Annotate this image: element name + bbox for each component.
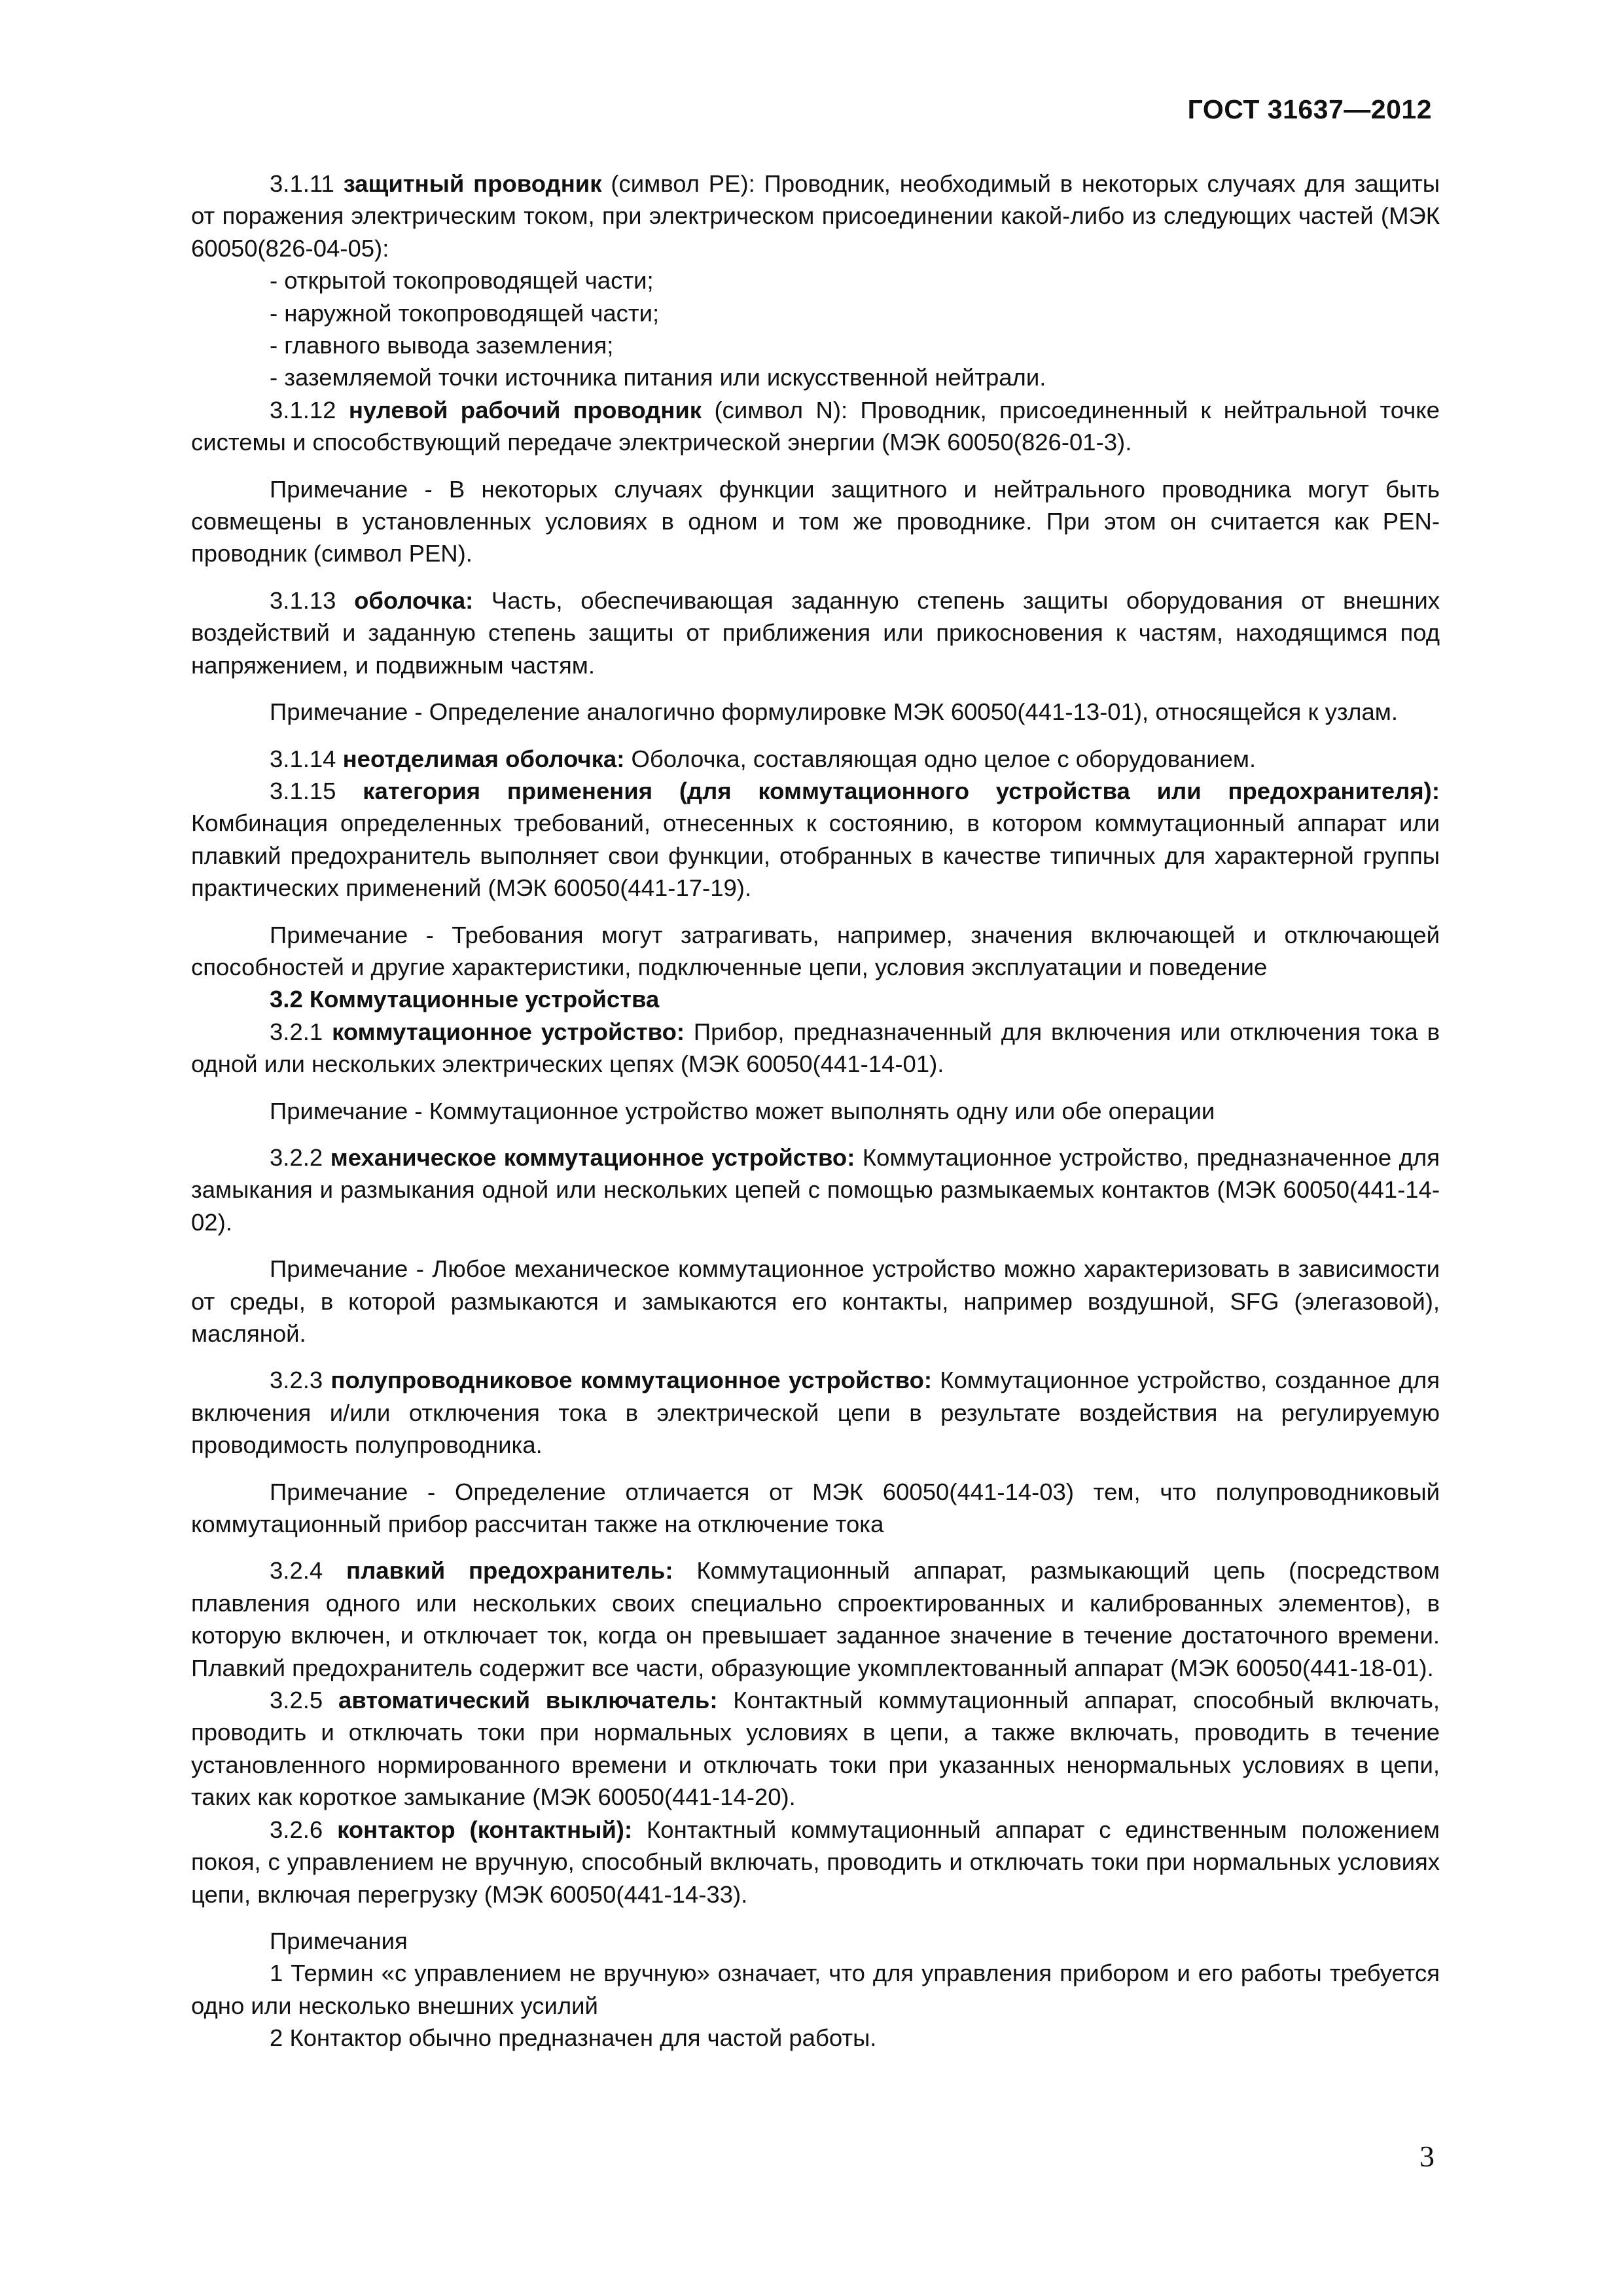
list-item: - наружной токопроводящей части; — [270, 299, 660, 327]
list-item: - открытой токопроводящей части; — [270, 267, 654, 295]
list-item: - главного вывода заземления; — [270, 332, 614, 359]
definition-3-2-5: 3.2.5 автоматический выключатель: Контактный коммутационный аппарат, способный включать, проводить и отключать токи при нормальных условиях в цепи, а также включать, проводить в течение установленного нормированного времени и отключать токи при указанных ненормальных условиях в цепи, таких как короткое замыкание (МЭК 60050(441-14-20). — [191, 1687, 1440, 1811]
term: коммутационное устройство: — [332, 1018, 685, 1045]
term: оболочка: — [354, 586, 474, 614]
note: Примечание - Требования могут затрагивать, например, значения включающей и отключающей способностей и другие характеристики, подключенные цепи, условия эксплуатации и поведение — [191, 921, 1440, 980]
note: Примечание - В некоторых случаях функции защитного и нейтрального проводника могут быть совмещены в установленных условиях в одном и том же проводнике. При этом он считается как PEN-проводник (символ PEN). — [191, 475, 1440, 567]
standard-header: ГОСТ 31637—2012 — [1187, 94, 1432, 124]
term: неотделимая оболочка: — [342, 745, 625, 772]
definition-3-2-6: 3.2.6 контактор (контактный): Контактный коммутационный аппарат с единственным положением покоя, с управлением не вручную, способный включать, проводить и отключать токи при нормальных условиях цепи, включая перегрузку (МЭК 60050(441-14-33). — [191, 1816, 1440, 1908]
term: плавкий предохранитель: — [346, 1557, 673, 1585]
definition-3-1-13: 3.1.13 оболочка: Часть, обеспечивающая заданную степень защиты оборудования от внешних воздействий и заданную степень защиты от приближения или прикосновения к частям, находящимся под напряжением, и подвижным частям. — [191, 586, 1440, 679]
term: автоматический выключатель: — [338, 1687, 718, 1714]
term: механическое коммутационное устройство: — [330, 1143, 855, 1171]
definition-3-2-1: 3.2.1 коммутационное устройство: Прибор, предназначенный для включения или отключения тока в одной или нескольких электрических цепях (МЭК 60050(441-14-01). — [191, 1018, 1440, 1078]
section-heading: 3.2 Коммутационные устройства — [270, 986, 660, 1013]
list-item: - заземляемой точки источника питания или искусственной нейтрали. — [270, 364, 1046, 391]
term: защитный проводник — [343, 170, 602, 197]
term: контактор (контактный): — [337, 1816, 633, 1843]
note: Примечание - Любое механическое коммутационное устройство можно характеризовать в зависимости от среды, в которой размыкаются и замыкаются его контакты, например воздушной, SFG (элегазовой), масляной. — [191, 1255, 1440, 1347]
notes-heading: Примечания — [270, 1927, 408, 1954]
note-item: 2 Контактор обычно предназначен для частой работы. — [270, 2024, 877, 2052]
page-number: 3 — [1419, 2140, 1435, 2173]
definition-3-2-2: 3.2.2 механическое коммутационное устройство: Коммутационное устройство, предназначенное для замыкания и размыкания одной или нескольких цепей с помощью размыкаемых контактов (МЭК 60050(441-14-02). — [191, 1143, 1440, 1236]
definition-3-1-15: 3.1.15 категория применения (для коммутационного устройства или предохранителя): Комбинация определенных требований, отнесенных к состоянию, в котором коммутационный аппарат или плавкий предохранитель выполняет свои функции, отобранных в качестве типичных для характерной группы практических применений (МЭК 60050(441-17-19). — [191, 777, 1440, 902]
term: категория применения (для коммутационного устройства или предохранителя): — [363, 777, 1440, 804]
note: Примечание - Определение аналогично формулировке МЭК 60050(441-13-01), относящейся к узлам. — [270, 698, 1398, 726]
note: Примечание - Определение отличается от МЭК 60050(441-14-03) тем, что полупроводниковый коммутационный прибор рассчитан также на отключение тока — [191, 1478, 1440, 1538]
document-body — [191, 168, 1440, 2054]
term: полупроводниковое коммутационное устройство: — [330, 1367, 933, 1394]
definition-3-1-14: 3.1.14 неотделимая оболочка: Оболочка, составляющая одно целое с оборудованием. — [270, 745, 1257, 772]
definition-3-2-3: 3.2.3 полупроводниковое коммутационное устройство: Коммутационное устройство, созданное для включения и/или отключения тока в электрической цепи в результате воздействия на регулируемую проводимость полупроводника. — [191, 1367, 1440, 1459]
term: нулевой рабочий проводник — [348, 396, 702, 423]
note-item: 1 Термин «с управлением не вручную» означает, что для управления прибором и его работы требуется одно или несколько внешних усилий — [191, 1960, 1440, 2019]
definition-3-2-4: 3.2.4 плавкий предохранитель: Коммутационный аппарат, размыкающий цепь (посредством плавления одного или нескольких своих специально спроектированных и калиброванных элементов), в которую включен, и отключает ток, когда он превышает заданное значение в течение достаточного времени. Плавкий предохранитель содержит все части, образующие укомплектованный аппарат (МЭК 60050(441-18-01). — [191, 1557, 1440, 1681]
definition-3-1-12: 3.1.12 нулевой рабочий проводник (символ N): Проводник, присоединенный к нейтральной точке системы и способствующий передаче электрической энергии (МЭК 60050(826-01-3). — [191, 396, 1440, 456]
note: Примечание - Коммутационное устройство может выполнять одну или обе операции — [270, 1097, 1215, 1124]
definition-3-1-11: 3.1.11 защитный проводник (символ PE): Проводник, необходимый в некоторых случаях для защиты от поражения электрическим током, при электрическом присоединении какой-либо из следующих частей (МЭК 60050(826-04-05): — [191, 170, 1440, 262]
